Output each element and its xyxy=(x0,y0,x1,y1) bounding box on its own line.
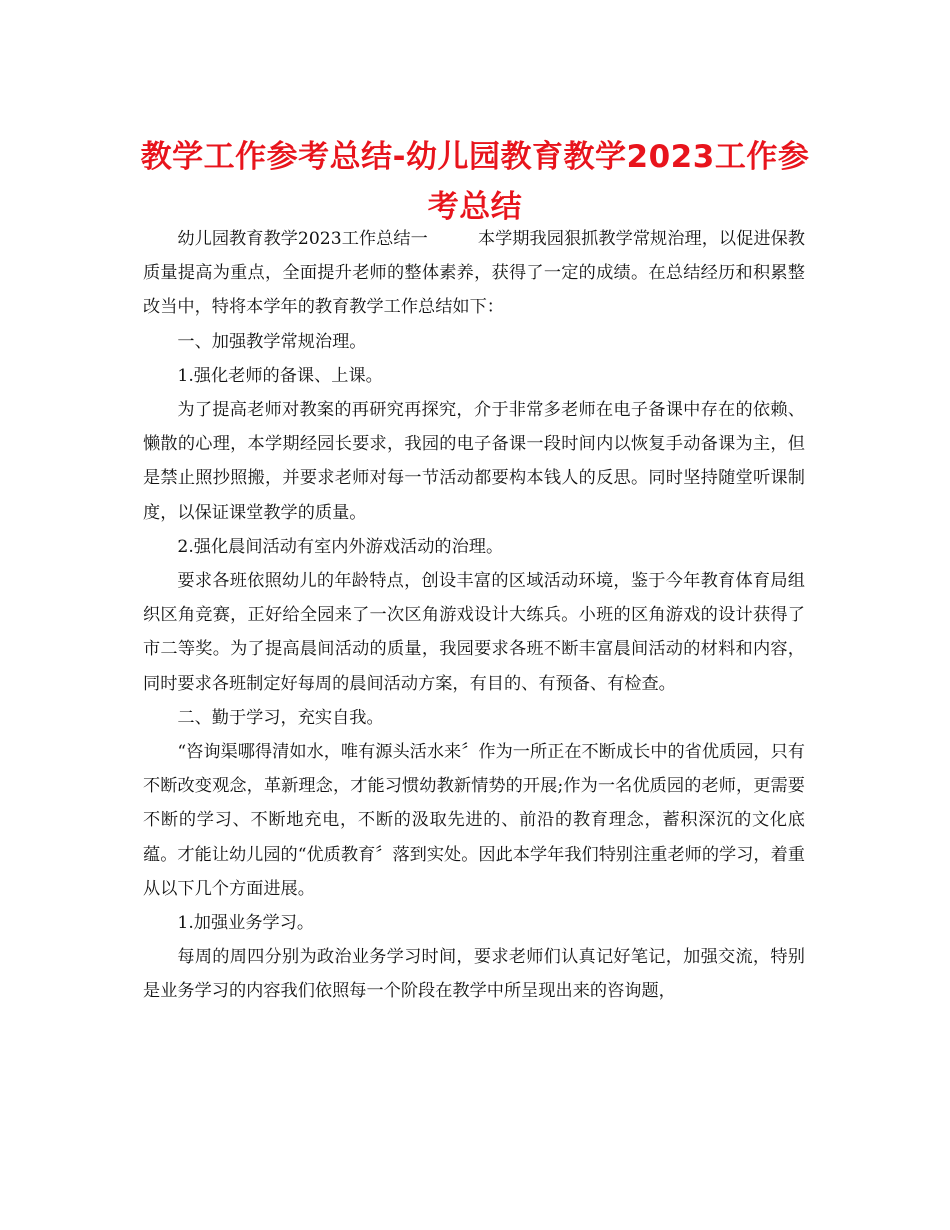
document-title: 教学工作参考总结-幼儿园教育教学2023工作参考总结 xyxy=(140,139,810,225)
subsection-heading-1-2: 2.强化晨间活动有室内外游戏活动的治理。 xyxy=(177,536,504,557)
body-paragraph: “咨询渠哪得清如水，唯有源头活水来〞作为一所正在不断成长中的省优质园，只有不断改变观念，革新理念，才能习惯幼教新情势的开展;作为一名优质园的老师，更需要不断的学习、不断地充电，不断的汲取先进的、前沿的教育理念，蓄积深沉的文化底蕴。才能让幼儿园的“优质教育〞落到实处。因此本学年我们特别注重老师的学习，着重从以下几个方面进展。 xyxy=(143,742,805,899)
document-body xyxy=(143,222,805,1009)
intro-rest: 本学期我园狠抓教学常规治理，以促进保教质量提高为重点，全面提升老师的整体素养，获得了一定的成绩。在总结经历和积累整改当中，特将本学年的教育教学工作总结如下： xyxy=(143,229,805,318)
section-heading-1: 一、加强教学常规治理。 xyxy=(177,331,367,352)
subsection-heading-1-1: 1.强化老师的备课、上课。 xyxy=(177,365,383,386)
body-paragraph: 要求各班依照幼儿的年龄特点，创设丰富的区域活动环境，鉴于今年教育体育局组织区角竞赛，正好给全园来了一次区角游戏设计大练兵。小班的区角游戏的设计获得了市二等奖。为了提高晨间活动的质量，我园要求各班不断丰富晨间活动的材料和内容，同时要求各班制定好每周的晨间活动方案，有目的、有预备、有检查。 xyxy=(143,571,805,694)
section-heading-2: 二、勤于学习，充实自我。 xyxy=(177,707,384,728)
body-paragraph: 为了提高老师对教案的再研究再探究，介于非常多老师在电子备课中存在的依赖、懒散的心理，本学期经园长要求，我园的电子备课一段时间内以恢复手动备课为主，但是禁止照抄照搬，并要求老师对每一节活动都要构本钱人的反思。同时坚持随堂听课制度，以保证课堂教学的质量。 xyxy=(143,400,805,523)
intro-lead: 幼儿园教育教学2023工作总结一 xyxy=(177,229,428,249)
body-paragraph: 每周的周四分别为政治业务学习时间，要求老师们认真记好笔记，加强交流，特别是业务学习的内容我们依照每一个阶段在教学中所呈现出来的咨询题， xyxy=(143,947,805,1002)
intro-paragraph xyxy=(143,222,805,325)
subsection-heading-2-1: 1.加强业务学习。 xyxy=(177,913,315,934)
